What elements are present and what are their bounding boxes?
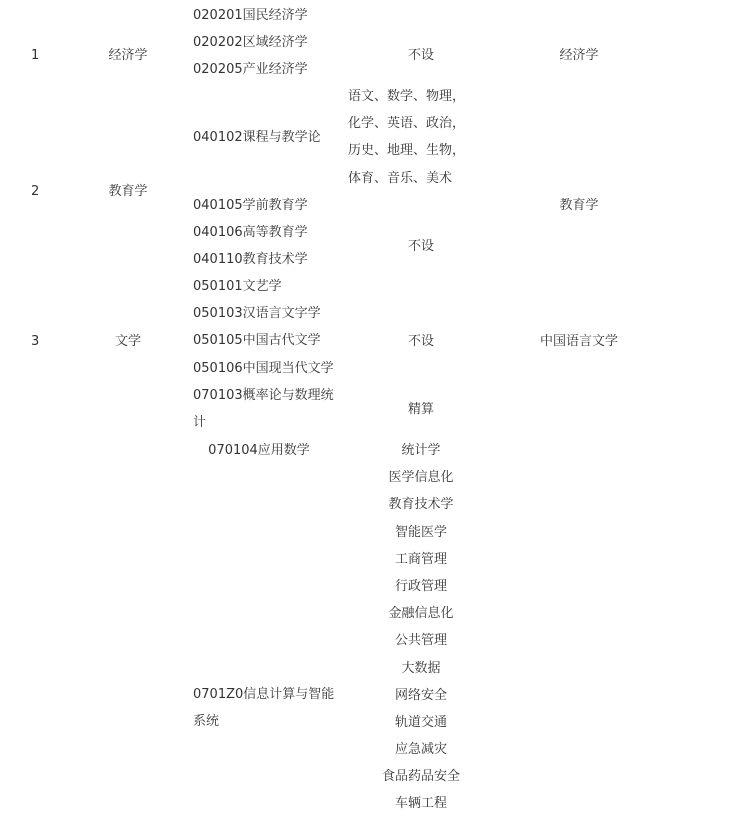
row-2-direction-a (348, 83, 498, 192)
row-2-direction-b: 不设 (407, 239, 434, 254)
direction-line: 化学、英语、政治， (348, 116, 466, 132)
direction-line: 语文、数学、物理， (348, 89, 466, 104)
direction-item: 医学信息化 (388, 470, 454, 486)
direction-item: 教育技术学 (388, 497, 454, 513)
major-item: 020201国民经济学 (193, 8, 308, 23)
major-item: 050103汉语言文字学 (193, 306, 321, 322)
major-item: 020202区域经济学 (193, 35, 308, 51)
row-2-undergrad: 教育学 (559, 198, 599, 213)
direction-line: 历史、地理、生物， (348, 143, 466, 159)
direction-item: 食品药品安全 (381, 769, 460, 785)
row-4-direction-a: 精算 (407, 402, 434, 417)
major-item: 040106高等教育学 (193, 225, 308, 241)
row-1-direction: 不设 (407, 48, 434, 63)
major-line: 070103概率论与数理统 (193, 388, 334, 403)
row-3-index: 3 (31, 334, 40, 349)
row-2-index: 2 (31, 184, 40, 199)
row-1-category: 经济学 (108, 48, 148, 63)
direction-item: 轨道交通 (394, 714, 447, 730)
row-3-majors (193, 273, 343, 382)
row-3-direction: 不设 (407, 334, 434, 349)
row-1-undergrad: 经济学 (559, 48, 599, 63)
direction-item: 大数据 (401, 660, 441, 676)
major-line: 计 (193, 415, 207, 431)
row-2-major-a: 040102课程与教学论 (193, 130, 321, 145)
major-item: 050105中国古代文学 (193, 333, 321, 349)
major-item: 020205产业经济学 (193, 62, 308, 78)
direction-item: 公共管理 (394, 633, 447, 649)
direction-item: 工商管理 (394, 551, 447, 567)
direction-line: 体育、音乐、美术 (348, 170, 453, 186)
row-4-major-c (193, 681, 343, 735)
row-4-major-b: 070104应用数学 (208, 443, 310, 458)
row-3-category: 文学 (114, 334, 141, 349)
major-item: 040105学前教育学 (193, 198, 308, 213)
row-2-majors-b (193, 192, 343, 274)
row-4-directions (345, 437, 497, 818)
direction-item: 智能医学 (394, 524, 447, 540)
major-item: 050101文艺学 (193, 279, 282, 294)
major-line: 0701Z0信息计算与智能 (193, 687, 335, 702)
major-item: 040110教育技术学 (193, 252, 308, 268)
direction-item: 车辆工程 (394, 796, 447, 812)
major-item: 050106中国现当代文学 (193, 360, 334, 376)
row-1-majors (193, 2, 343, 84)
major-line: 系统 (193, 714, 220, 730)
direction-item: 统计学 (401, 443, 441, 458)
row-2-category: 教育学 (108, 184, 148, 199)
row-1-index: 1 (31, 48, 40, 63)
direction-item: 应急减灾 (394, 742, 447, 758)
direction-item: 金融信息化 (388, 606, 454, 622)
direction-item: 网络安全 (394, 687, 447, 703)
row-3-undergrad: 中国语言文学 (539, 334, 618, 349)
direction-item: 行政管理 (394, 578, 447, 594)
row-4-major-a (193, 382, 343, 436)
